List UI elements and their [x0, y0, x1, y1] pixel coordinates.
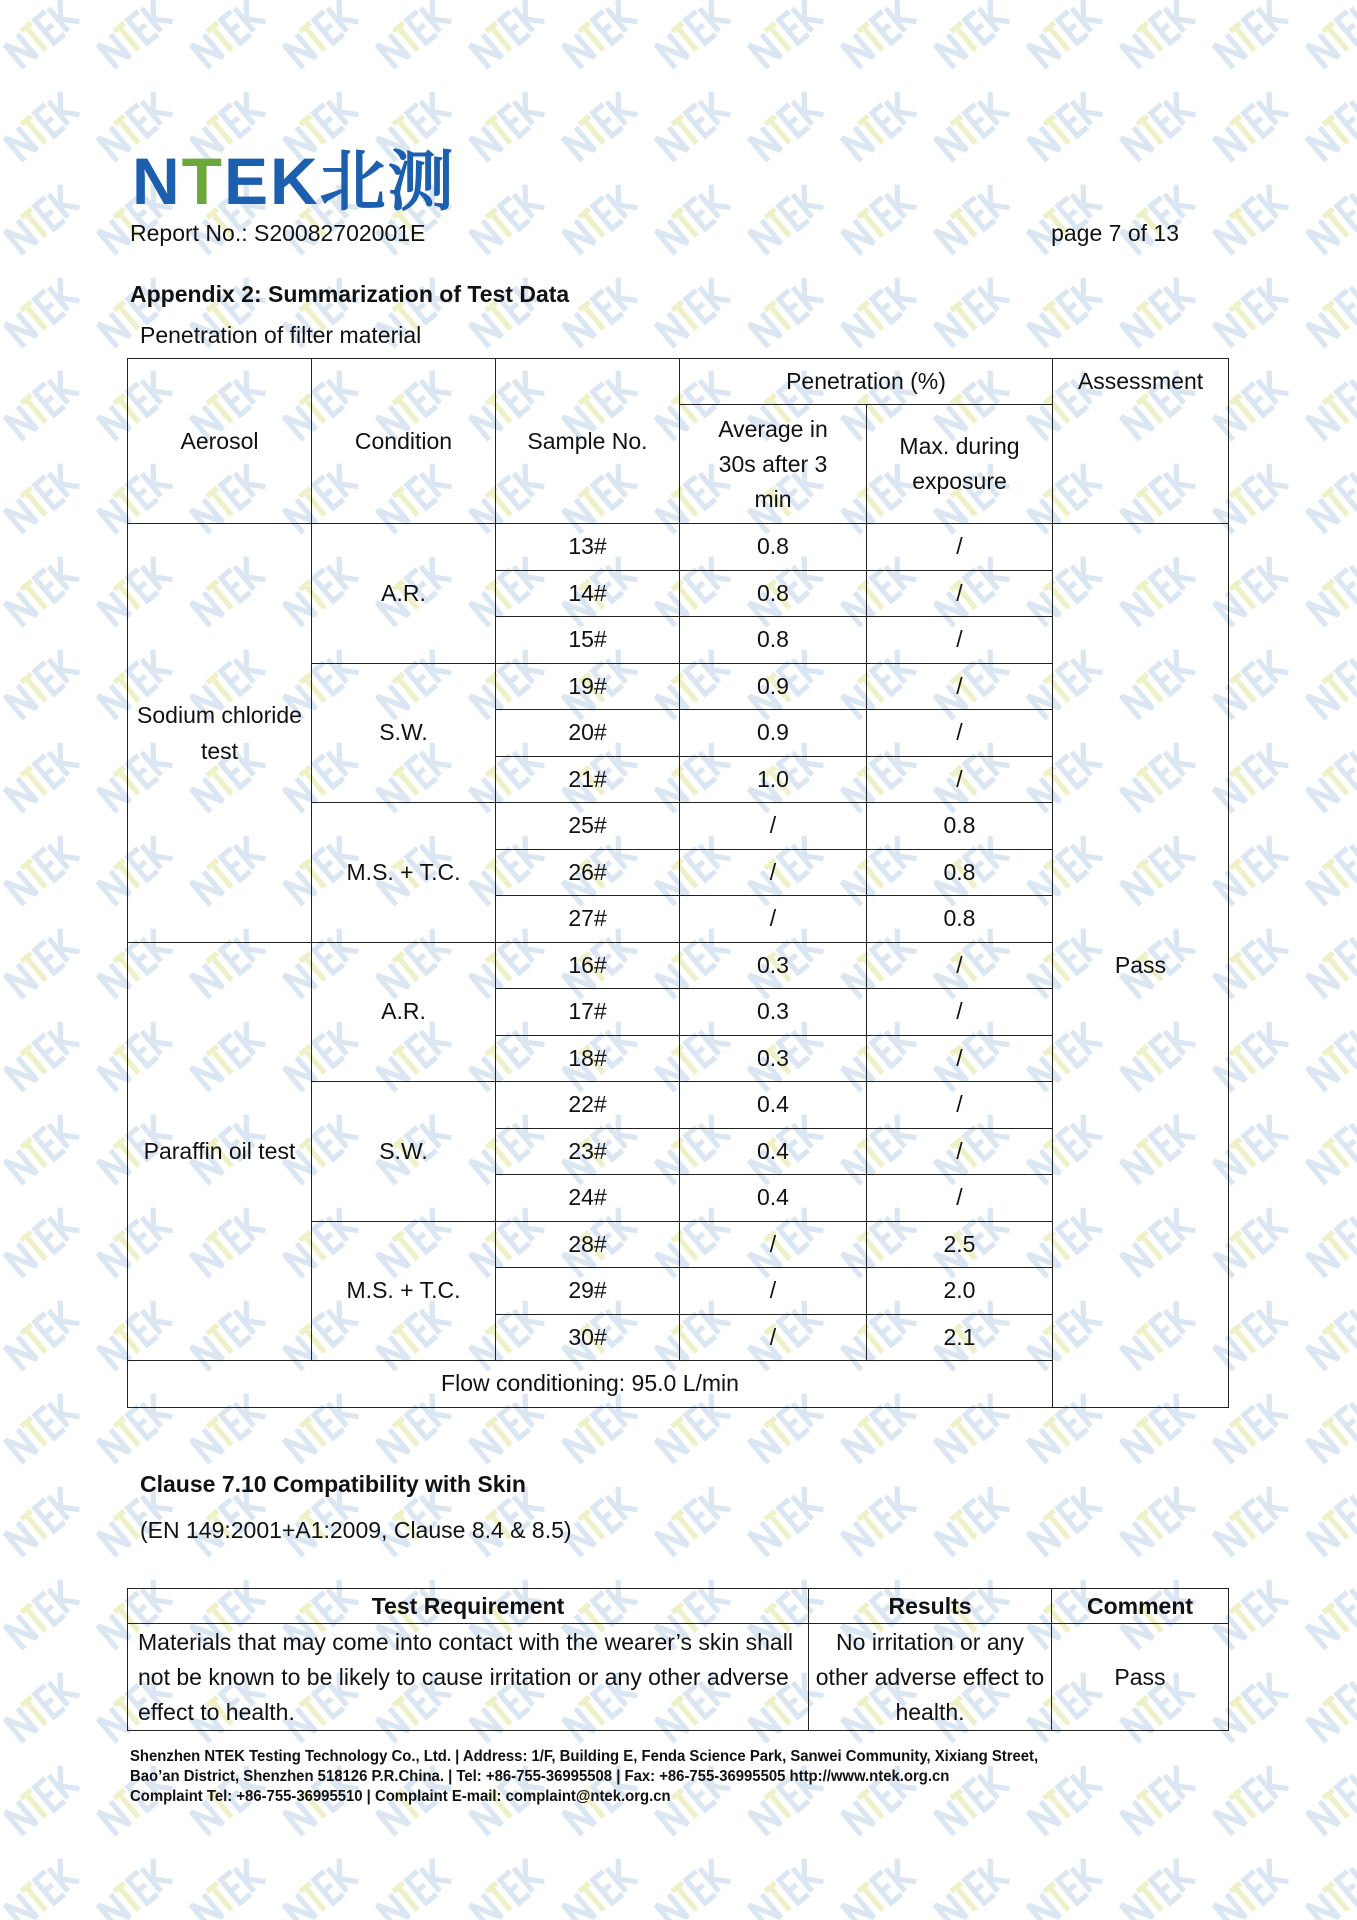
assessment-cell: Pass — [1053, 524, 1229, 1408]
watermark-mark — [5, 371, 79, 440]
sample-cell: 29# — [496, 1268, 680, 1315]
sample-cell: 20# — [496, 710, 680, 757]
watermark-mark — [656, 185, 730, 254]
watermark-mark — [5, 1115, 79, 1184]
watermark-mark — [1307, 1580, 1357, 1649]
watermark-mark — [1307, 650, 1357, 719]
watermark-mark — [1307, 1115, 1357, 1184]
watermark-mark — [656, 1859, 730, 1920]
average-cell: 0.3 — [680, 942, 867, 989]
watermark-mark — [935, 1859, 1009, 1920]
watermark-mark — [563, 92, 637, 161]
average-cell: / — [680, 1314, 867, 1361]
watermark-mark — [842, 278, 916, 347]
watermark-mark — [5, 836, 79, 905]
watermark-mark — [1307, 836, 1357, 905]
average-cell: / — [680, 803, 867, 850]
watermark-mark — [1307, 1394, 1357, 1463]
max-cell: / — [867, 942, 1053, 989]
watermark-mark — [749, 185, 823, 254]
aerosol-cell: Sodium chloride test — [128, 524, 312, 943]
watermark-mark — [1121, 278, 1195, 347]
result-cell: No irritation or any other adverse effect to health. — [809, 1624, 1052, 1731]
max-cell: 2.0 — [867, 1268, 1053, 1315]
watermark-mark — [284, 0, 358, 68]
watermark-mark — [377, 0, 451, 68]
max-cell: / — [867, 1035, 1053, 1082]
watermark-mark — [5, 650, 79, 719]
condition-cell: A.R. — [312, 524, 496, 664]
watermark-mark — [749, 1859, 823, 1920]
clause-title: Clause 7.10 Compatibility with Skin — [140, 1471, 526, 1497]
watermark-mark — [1307, 1487, 1357, 1556]
table-row — [128, 524, 1229, 571]
average-cell: / — [680, 1268, 867, 1315]
watermark-mark — [563, 278, 637, 347]
sample-cell: 27# — [496, 896, 680, 943]
watermark-mark — [1307, 1208, 1357, 1277]
watermark-mark — [1307, 1766, 1357, 1835]
watermark-mark — [470, 0, 544, 68]
average-cell: 0.3 — [680, 989, 867, 1036]
watermark-mark — [377, 1859, 451, 1920]
max-cell: / — [867, 1082, 1053, 1129]
max-cell: / — [867, 570, 1053, 617]
sample-cell: 14# — [496, 570, 680, 617]
watermark-mark — [1214, 1766, 1288, 1835]
average-cell: 0.8 — [680, 570, 867, 617]
watermark-mark — [5, 1859, 79, 1920]
average-cell: / — [680, 896, 867, 943]
table-row — [128, 1624, 1229, 1731]
watermark-mark — [5, 1208, 79, 1277]
max-cell: 2.1 — [867, 1314, 1053, 1361]
watermark-mark — [470, 185, 544, 254]
max-cell: / — [867, 1128, 1053, 1175]
max-cell: / — [867, 756, 1053, 803]
penetration-table — [127, 358, 1229, 1408]
max-cell: 0.8 — [867, 803, 1053, 850]
watermark-mark — [5, 278, 79, 347]
watermark-mark — [5, 1022, 79, 1091]
watermark-mark — [5, 1580, 79, 1649]
max-cell: / — [867, 617, 1053, 664]
watermark-mark — [470, 92, 544, 161]
condition-cell: S.W. — [312, 663, 496, 803]
average-cell: 0.9 — [680, 663, 867, 710]
max-cell: 2.5 — [867, 1221, 1053, 1268]
footer-line-2: Bao’an District, Shenzhen 518126 P.R.China. | Tel: +86-755-36995508 | Fax: +86-755-36995505 http://www.ntek.org.cn — [130, 1768, 950, 1785]
watermark-mark — [1028, 1859, 1102, 1920]
header-max: Max. during exposure — [867, 405, 1053, 524]
watermark-mark — [842, 1859, 916, 1920]
sample-cell: 28# — [496, 1221, 680, 1268]
header-comment: Comment — [1052, 1589, 1229, 1624]
watermark-mark — [5, 557, 79, 626]
average-cell: 0.9 — [680, 710, 867, 757]
watermark-mark — [1307, 371, 1357, 440]
average-cell: 0.4 — [680, 1082, 867, 1129]
average-cell: / — [680, 849, 867, 896]
sample-cell: 21# — [496, 756, 680, 803]
sample-cell: 23# — [496, 1128, 680, 1175]
condition-cell: M.S. + T.C. — [312, 1221, 496, 1361]
comment-cell: Pass — [1052, 1624, 1229, 1731]
logo-text: EK北测 — [224, 144, 456, 218]
max-cell: / — [867, 989, 1053, 1036]
max-cell: 0.8 — [867, 849, 1053, 896]
watermark-mark — [1307, 929, 1357, 998]
sample-cell: 15# — [496, 617, 680, 664]
watermark-mark — [935, 1487, 1009, 1556]
aerosol-cell: Paraffin oil test — [128, 942, 312, 1361]
watermark-mark — [5, 464, 79, 533]
header-test-requirement: Test Requirement — [128, 1589, 809, 1624]
watermark-mark — [935, 278, 1009, 347]
max-cell: / — [867, 710, 1053, 757]
watermark-mark — [563, 185, 637, 254]
appendix-title: Appendix 2: Summarization of Test Data — [130, 281, 570, 307]
max-cell: / — [867, 524, 1053, 571]
watermark-mark — [749, 278, 823, 347]
condition-cell: M.S. + T.C. — [312, 803, 496, 943]
header-sample: Sample No. — [496, 359, 680, 524]
watermark-mark — [5, 929, 79, 998]
watermark-mark — [1307, 1859, 1357, 1920]
watermark-mark — [1307, 278, 1357, 347]
watermark-mark — [935, 185, 1009, 254]
condition-cell: A.R. — [312, 942, 496, 1082]
header-condition: Condition — [312, 359, 496, 524]
watermark-mark — [1214, 0, 1288, 68]
watermark-mark — [1214, 1487, 1288, 1556]
watermark-mark — [5, 0, 79, 68]
logo-text: N — [132, 144, 182, 218]
footer-line-1: Shenzhen NTEK Testing Technology Co., Ltd. | Address: 1/F, Building E, Fenda Science Park, Sanwei Community, Xixiang Street, — [130, 1748, 1039, 1765]
average-cell: 0.8 — [680, 617, 867, 664]
condition-cell: S.W. — [312, 1082, 496, 1222]
watermark-mark — [656, 278, 730, 347]
watermark-mark — [5, 1301, 79, 1370]
sample-cell: 24# — [496, 1175, 680, 1222]
sample-cell: 26# — [496, 849, 680, 896]
watermark-mark — [191, 1859, 265, 1920]
sample-cell: 22# — [496, 1082, 680, 1129]
sample-cell: 30# — [496, 1314, 680, 1361]
watermark-mark — [5, 743, 79, 812]
watermark-mark — [842, 0, 916, 68]
average-cell: 0.4 — [680, 1175, 867, 1222]
watermark-mark — [1214, 92, 1288, 161]
watermark-mark — [563, 1859, 637, 1920]
watermark-mark — [5, 1766, 79, 1835]
report-number: Report No.: S20082702001E — [130, 220, 426, 246]
table1-caption: Penetration of filter material — [140, 322, 422, 348]
watermark-mark — [191, 0, 265, 68]
watermark-mark — [935, 0, 1009, 68]
ntek-logo — [132, 128, 456, 223]
watermark-mark — [1214, 278, 1288, 347]
watermark-mark — [1028, 0, 1102, 68]
header-results: Results — [809, 1589, 1052, 1624]
watermark-mark — [935, 92, 1009, 161]
watermark-mark — [5, 1394, 79, 1463]
watermark-mark — [1307, 1022, 1357, 1091]
watermark-mark — [1028, 278, 1102, 347]
watermark-mark — [656, 1487, 730, 1556]
watermark-mark — [1121, 1859, 1195, 1920]
sample-cell: 25# — [496, 803, 680, 850]
watermark-mark — [1214, 185, 1288, 254]
watermark-mark — [5, 1487, 79, 1556]
watermark-mark — [656, 0, 730, 68]
watermark-mark — [1121, 1766, 1195, 1835]
watermark-mark — [98, 1859, 172, 1920]
watermark-mark — [1121, 92, 1195, 161]
requirement-cell: Materials that may come into contact with the wearer’s skin shall not be known to be likely to cause irritation or any other adverse effect to health. — [128, 1624, 809, 1731]
watermark-mark — [1307, 743, 1357, 812]
watermark-mark — [1307, 1673, 1357, 1742]
header-assessment-blank — [1053, 405, 1229, 524]
max-cell: / — [867, 663, 1053, 710]
header-average: Average in 30s after 3 min — [680, 405, 867, 524]
average-cell: 1.0 — [680, 756, 867, 803]
footer-line-3: Complaint Tel: +86-755-36995510 | Complaint E-mail: complaint@ntek.org.cn — [130, 1788, 671, 1805]
average-cell: 0.4 — [680, 1128, 867, 1175]
watermark-mark — [284, 1859, 358, 1920]
watermark-mark — [749, 92, 823, 161]
average-cell: / — [680, 1221, 867, 1268]
watermark-mark — [749, 1487, 823, 1556]
watermark-mark — [1307, 557, 1357, 626]
watermark-mark — [1307, 1301, 1357, 1370]
watermark-mark — [656, 92, 730, 161]
sample-cell: 13# — [496, 524, 680, 571]
watermark-mark — [1028, 1766, 1102, 1835]
max-cell: / — [867, 1175, 1053, 1222]
clause-standard: (EN 149:2001+A1:2009, Clause 8.4 & 8.5) — [140, 1517, 572, 1543]
watermark-mark — [1307, 92, 1357, 161]
watermark-mark — [5, 92, 79, 161]
sample-cell: 18# — [496, 1035, 680, 1082]
sample-cell: 17# — [496, 989, 680, 1036]
watermark-mark — [5, 1673, 79, 1742]
watermark-mark — [563, 0, 637, 68]
watermark-mark — [1028, 1487, 1102, 1556]
watermark-mark — [842, 185, 916, 254]
sample-cell: 19# — [496, 663, 680, 710]
header-penetration: Penetration (%) — [680, 359, 1053, 405]
watermark-mark — [1121, 1487, 1195, 1556]
flow-conditioning: Flow conditioning: 95.0 L/min — [128, 1361, 1053, 1408]
logo-arrow-t: T — [181, 144, 224, 218]
watermark-mark — [842, 92, 916, 161]
watermark-mark — [1028, 92, 1102, 161]
sample-cell: 16# — [496, 942, 680, 989]
watermark-mark — [1307, 464, 1357, 533]
header-aerosol: Aerosol — [128, 359, 312, 524]
watermark-mark — [749, 0, 823, 68]
max-cell: 0.8 — [867, 896, 1053, 943]
skin-compatibility-table — [127, 1588, 1229, 1731]
watermark-mark — [470, 1859, 544, 1920]
watermark-mark — [842, 1487, 916, 1556]
watermark-mark — [1214, 1859, 1288, 1920]
watermark-mark — [1307, 0, 1357, 68]
watermark-mark — [1121, 0, 1195, 68]
watermark-mark — [563, 1487, 637, 1556]
watermark-mark — [5, 185, 79, 254]
header-assessment: Assessment — [1053, 359, 1229, 405]
page-number: page 7 of 13 — [1051, 220, 1179, 246]
watermark-mark — [1307, 185, 1357, 254]
watermark-mark — [98, 0, 172, 68]
average-cell: 0.8 — [680, 524, 867, 571]
average-cell: 0.3 — [680, 1035, 867, 1082]
